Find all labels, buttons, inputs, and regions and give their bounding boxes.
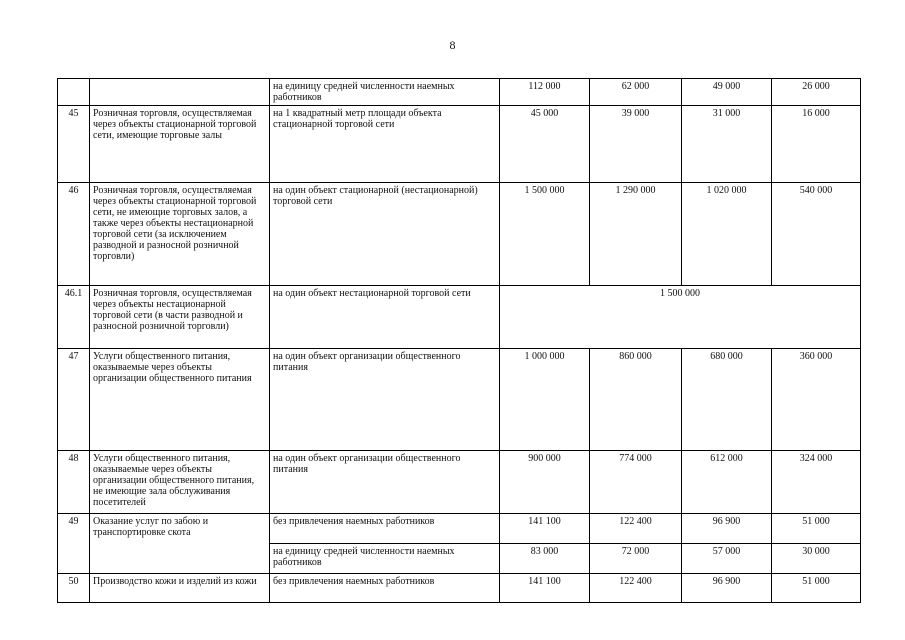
value-cell: 39 000 bbox=[590, 106, 682, 183]
value-cell: 96 900 bbox=[682, 574, 772, 603]
value-cell: 83 000 bbox=[500, 544, 590, 574]
value-cell: 45 000 bbox=[500, 106, 590, 183]
row-number: 47 bbox=[58, 349, 90, 451]
value-cell: 122 400 bbox=[590, 514, 682, 544]
table-row bbox=[58, 106, 861, 183]
activity-cell: Розничная торговля, осуществляемая через объекты стационарной торговой сети, имеющие торговые залы bbox=[90, 106, 270, 183]
value-cell: 122 400 bbox=[590, 574, 682, 603]
activity-cell: Оказание услуг по забою и транспортировке скота bbox=[90, 514, 270, 574]
activity-cell: Услуги общественного питания, оказываемые через объекты организации общественного питания bbox=[90, 349, 270, 451]
row-number: 46 bbox=[58, 183, 90, 286]
row-number: 45 bbox=[58, 106, 90, 183]
basis-cell: на один объект организации общественного питания bbox=[270, 451, 500, 514]
table-row bbox=[58, 183, 861, 286]
basis-cell: без привлечения наемных работников bbox=[270, 574, 500, 603]
table-row bbox=[58, 514, 861, 544]
value-cell: 96 900 bbox=[682, 514, 772, 544]
value-cell: 141 100 bbox=[500, 514, 590, 544]
basis-cell: на единицу средней численности наемных работников bbox=[270, 79, 500, 106]
tax-rate-table bbox=[57, 78, 861, 603]
value-cell: 31 000 bbox=[682, 106, 772, 183]
activity-cell: Услуги общественного питания, оказываемые через объекты организации общественного питания, не имеющие зала обслуживания посетителей bbox=[90, 451, 270, 514]
page-number: 8 bbox=[449, 38, 456, 52]
value-cell: 324 000 bbox=[772, 451, 861, 514]
value-cell: 774 000 bbox=[590, 451, 682, 514]
value-cell: 360 000 bbox=[772, 349, 861, 451]
basis-cell: на один объект стационарной (нестационарной) торговой сети bbox=[270, 183, 500, 286]
value-cell: 57 000 bbox=[682, 544, 772, 574]
merged-value-cell: 1 500 000 bbox=[500, 286, 861, 349]
activity-cell: Розничная торговля, осуществляемая через объекты стационарной торговой сети, не имеющие торговых залов, а также через объекты нестационарной торговой сети (за исключением разводной и разносной розничной торговли) bbox=[90, 183, 270, 286]
value-cell: 112 000 bbox=[500, 79, 590, 106]
value-cell: 680 000 bbox=[682, 349, 772, 451]
value-cell: 16 000 bbox=[772, 106, 861, 183]
value-cell: 49 000 bbox=[682, 79, 772, 106]
row-number bbox=[58, 79, 90, 106]
basis-cell: на единицу средней численности наемных работников bbox=[270, 544, 500, 574]
activity-cell bbox=[90, 79, 270, 106]
table-row bbox=[58, 79, 861, 106]
value-cell: 1 500 000 bbox=[500, 183, 590, 286]
basis-cell: на один объект организации общественного питания bbox=[270, 349, 500, 451]
row-number: 48 bbox=[58, 451, 90, 514]
table-row bbox=[58, 574, 861, 603]
table-row bbox=[58, 349, 861, 451]
activity-cell: Розничная торговля, осуществляемая через объекты нестационарной торговой сети (в части разводной и разносной розничной торговли) bbox=[90, 286, 270, 349]
activity-cell: Производство кожи и изделий из кожи bbox=[90, 574, 270, 603]
basis-cell: на один объект нестационарной торговой сети bbox=[270, 286, 500, 349]
value-cell: 860 000 bbox=[590, 349, 682, 451]
value-cell: 900 000 bbox=[500, 451, 590, 514]
value-cell: 72 000 bbox=[590, 544, 682, 574]
value-cell: 1 000 000 bbox=[500, 349, 590, 451]
basis-cell: на 1 квадратный метр площади объекта стационарной торговой сети bbox=[270, 106, 500, 183]
value-cell: 30 000 bbox=[772, 544, 861, 574]
row-number: 50 bbox=[58, 574, 90, 603]
value-cell: 26 000 bbox=[772, 79, 861, 106]
value-cell: 51 000 bbox=[772, 574, 861, 603]
value-cell: 1 020 000 bbox=[682, 183, 772, 286]
basis-cell: без привлечения наемных работников bbox=[270, 514, 500, 544]
value-cell: 62 000 bbox=[590, 79, 682, 106]
value-cell: 1 290 000 bbox=[590, 183, 682, 286]
value-cell: 51 000 bbox=[772, 514, 861, 544]
value-cell: 540 000 bbox=[772, 183, 861, 286]
table-row bbox=[58, 286, 861, 349]
table-row bbox=[58, 451, 861, 514]
value-cell: 141 100 bbox=[500, 574, 590, 603]
row-number: 46.1 bbox=[58, 286, 90, 349]
value-cell: 612 000 bbox=[682, 451, 772, 514]
row-number: 49 bbox=[58, 514, 90, 574]
